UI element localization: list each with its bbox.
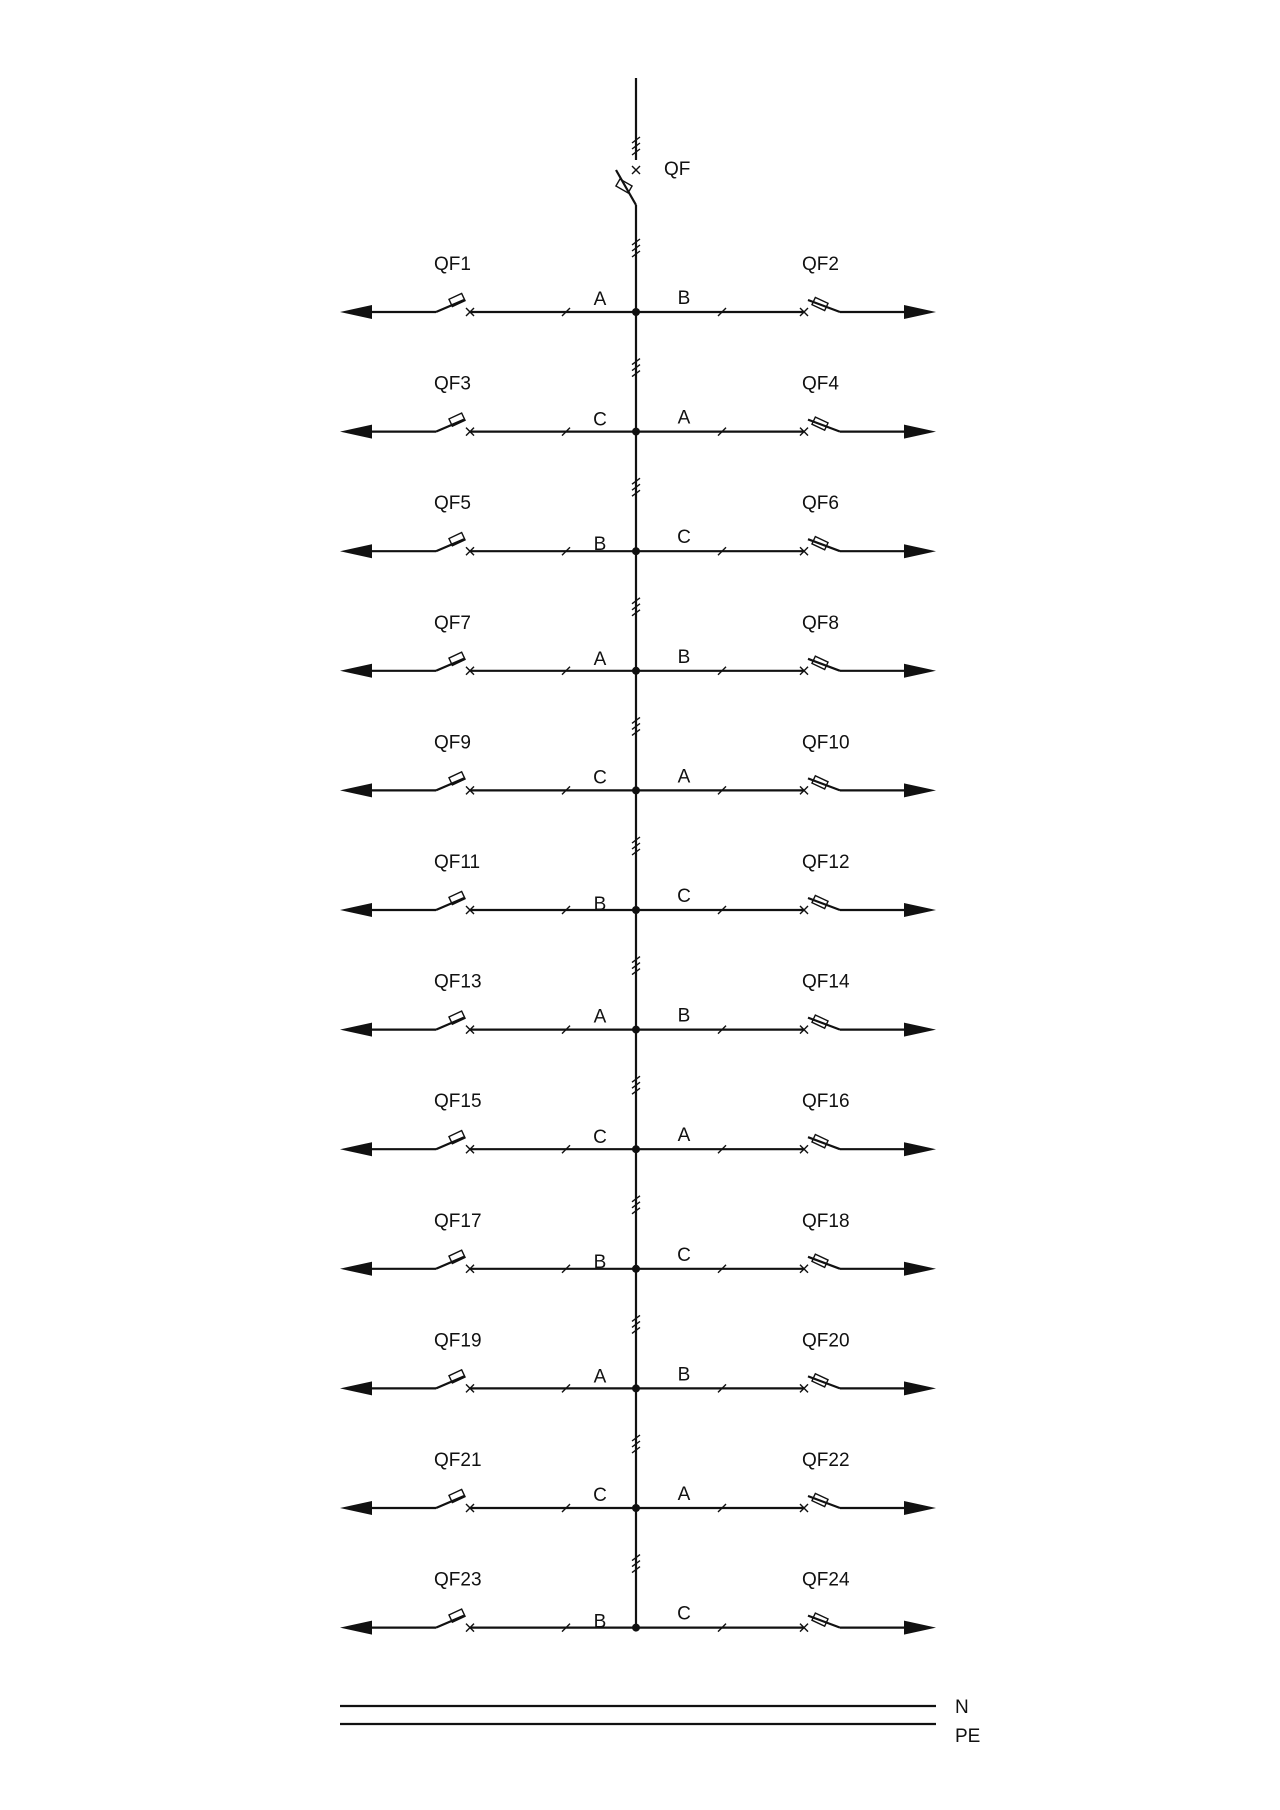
- left-phase-label: C: [593, 409, 607, 431]
- right-phase-label: B: [677, 646, 691, 668]
- right-outgoing-arrow: [904, 1262, 936, 1276]
- left-phase-label: C: [593, 767, 607, 789]
- left-phase-label: B: [593, 1251, 607, 1273]
- protective-earth-label: PE: [955, 1726, 981, 1747]
- left-outgoing-arrow: [340, 1621, 372, 1635]
- left-phase-label: B: [593, 534, 607, 556]
- right-phase-label: B: [677, 288, 691, 309]
- left-outgoing-arrow: [340, 903, 372, 917]
- right-outgoing-arrow: [904, 783, 936, 797]
- left-breaker-label: QF19: [434, 1330, 482, 1352]
- left-outgoing-arrow: [340, 425, 372, 439]
- right-phase-label: B: [677, 1005, 691, 1027]
- left-breaker-label: QF23: [434, 1569, 482, 1591]
- right-breaker-label: QF4: [802, 373, 839, 395]
- right-outgoing-arrow: [904, 903, 936, 917]
- left-phase-label: A: [593, 289, 607, 310]
- left-breaker-label: QF5: [434, 493, 471, 515]
- right-breaker-label: QF8: [802, 612, 839, 634]
- right-phase-label: A: [677, 407, 691, 429]
- right-phase-label: A: [677, 766, 691, 788]
- left-phase-label: A: [593, 1366, 607, 1388]
- left-outgoing-arrow: [340, 664, 372, 678]
- right-phase-label: C: [677, 1244, 691, 1266]
- bus-three-phase-tick: [632, 239, 640, 257]
- right-outgoing-arrow: [904, 425, 936, 439]
- left-breaker-label: QF11: [434, 852, 481, 873]
- right-phase-label: C: [677, 527, 691, 549]
- right-breaker-label: QF24: [802, 1569, 850, 1591]
- right-outgoing-arrow: [904, 1142, 936, 1156]
- left-outgoing-arrow: [340, 544, 372, 558]
- right-outgoing-arrow: [904, 1023, 936, 1037]
- right-outgoing-arrow: [904, 664, 936, 678]
- right-outgoing-arrow: [904, 544, 936, 558]
- left-breaker-label: QF7: [434, 612, 471, 634]
- right-breaker-label: QF14: [802, 971, 850, 993]
- neutral-label: N: [955, 1697, 969, 1718]
- incoming-three-phase-tick: [632, 137, 640, 155]
- right-outgoing-arrow: [904, 1501, 936, 1515]
- bus-three-phase-tick: [632, 1555, 640, 1573]
- right-outgoing-arrow: [904, 1621, 936, 1635]
- left-outgoing-arrow: [340, 1142, 372, 1156]
- right-breaker-label: QF18: [802, 1210, 850, 1232]
- left-phase-label: C: [593, 1127, 607, 1149]
- right-breaker-label: QF22: [802, 1450, 850, 1471]
- left-breaker-label: QF1: [434, 254, 471, 275]
- left-outgoing-arrow: [340, 1262, 372, 1276]
- wiring-layer: [340, 78, 936, 1724]
- left-breaker-label: QF9: [434, 732, 471, 754]
- bus-three-phase-tick: [632, 359, 640, 377]
- right-breaker-label: QF2: [802, 254, 839, 275]
- left-phase-label: A: [593, 648, 607, 670]
- left-outgoing-arrow: [340, 1501, 372, 1515]
- main-breaker-label: QF: [664, 159, 691, 180]
- right-outgoing-arrow: [904, 1381, 936, 1395]
- bus-three-phase-tick: [632, 837, 640, 855]
- right-outgoing-arrow: [904, 305, 936, 319]
- left-breaker-label: QF3: [434, 373, 471, 395]
- left-phase-label: B: [593, 1611, 607, 1633]
- left-outgoing-arrow: [340, 1381, 372, 1395]
- bus-three-phase-tick: [632, 957, 640, 975]
- right-phase-label: B: [677, 1364, 691, 1386]
- right-breaker-label: QF10: [802, 732, 850, 754]
- bus-three-phase-tick: [632, 717, 640, 735]
- bus-three-phase-tick: [632, 1435, 640, 1453]
- bus-three-phase-tick: [632, 598, 640, 616]
- right-breaker-label: QF16: [802, 1091, 850, 1113]
- left-outgoing-arrow: [340, 305, 372, 319]
- bus-three-phase-tick: [632, 1315, 640, 1333]
- left-breaker-label: QF21: [434, 1450, 482, 1471]
- right-breaker-label: QF12: [802, 852, 850, 873]
- left-phase-label: A: [593, 1006, 607, 1028]
- left-breaker-label: QF17: [434, 1210, 482, 1232]
- left-breaker-label: QF13: [434, 971, 482, 993]
- left-breaker-label: QF15: [434, 1091, 482, 1113]
- right-breaker-label: QF20: [802, 1330, 850, 1352]
- main-breaker-contact-mark: [632, 166, 640, 174]
- bus-three-phase-tick: [632, 1196, 640, 1214]
- right-breaker-label: QF6: [802, 493, 839, 515]
- left-outgoing-arrow: [340, 783, 372, 797]
- left-outgoing-arrow: [340, 1023, 372, 1037]
- right-phase-label: A: [677, 1125, 691, 1147]
- right-phase-label: A: [677, 1484, 691, 1505]
- bus-three-phase-tick: [632, 1076, 640, 1094]
- left-phase-label: B: [593, 894, 607, 915]
- right-phase-label: C: [677, 1603, 691, 1625]
- left-phase-label: C: [593, 1485, 607, 1506]
- bus-three-phase-tick: [632, 478, 640, 496]
- right-phase-label: C: [677, 886, 691, 907]
